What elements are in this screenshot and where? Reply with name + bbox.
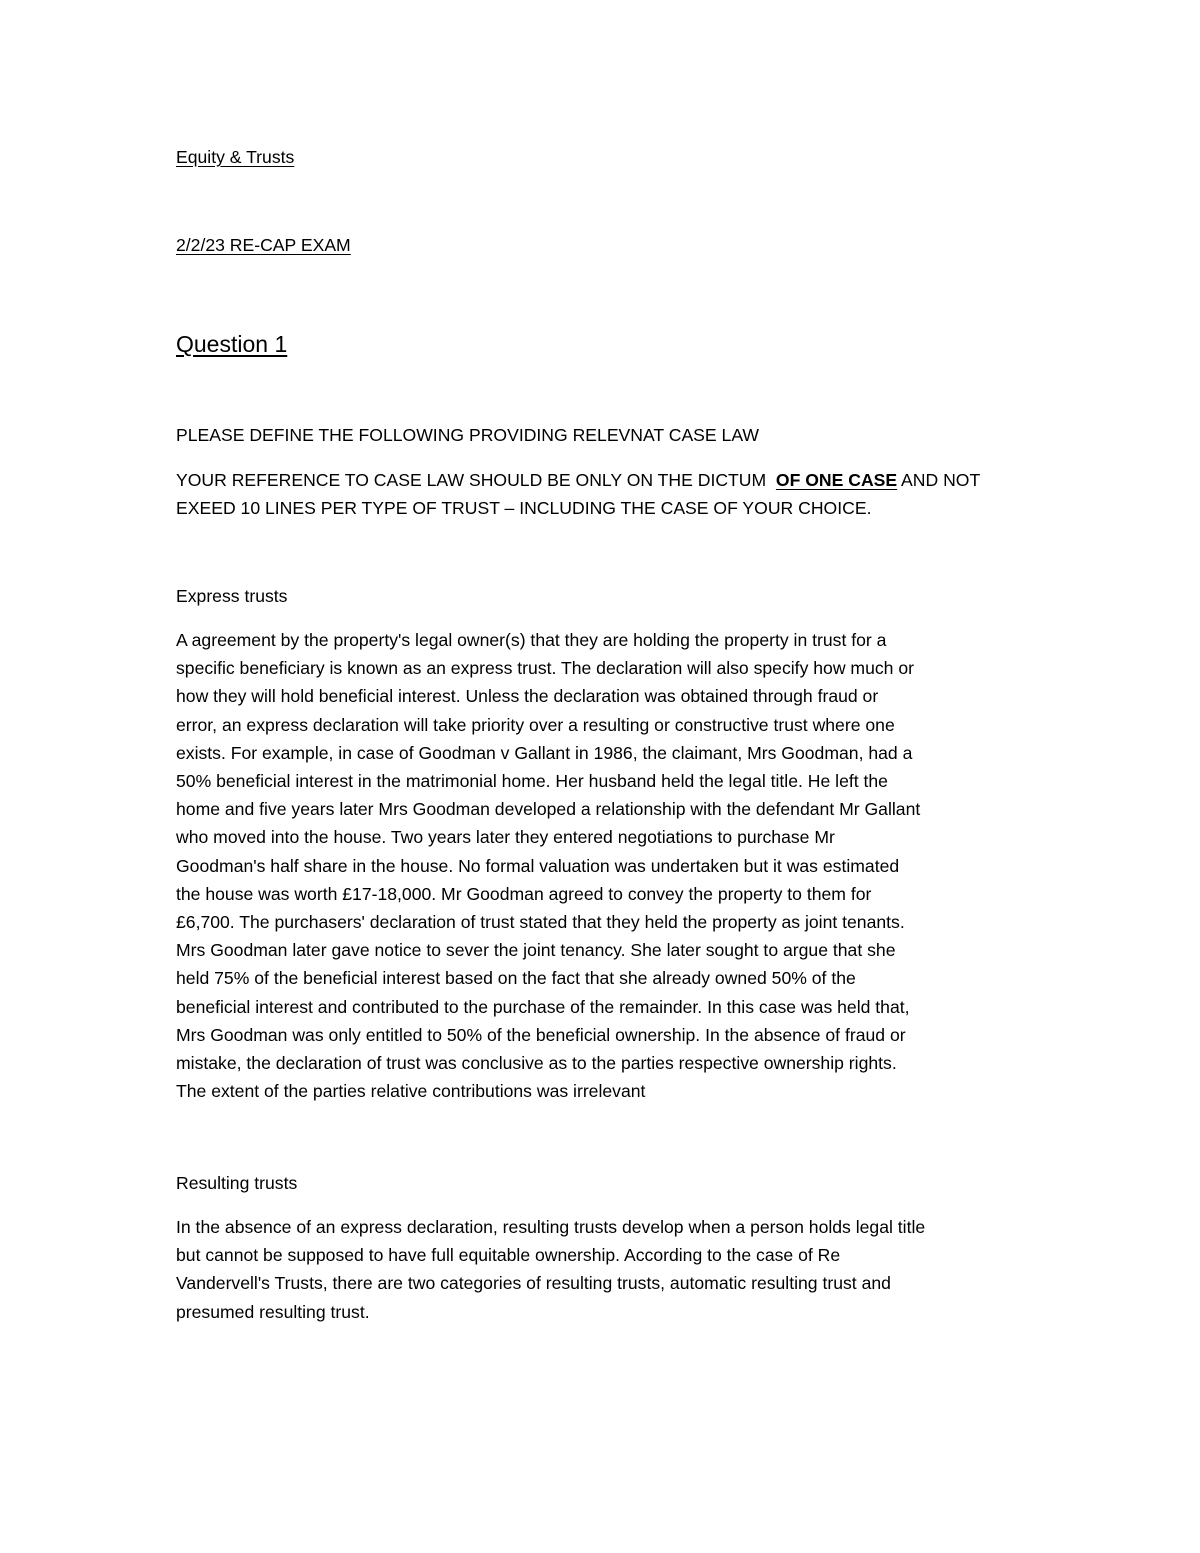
paragraph-line: specific beneficiary is known as an express trust. The declaration will also specify how much or xyxy=(176,658,914,679)
paragraph-line: Mrs Goodman later gave notice to sever the joint tenancy. She later sought to argue that she xyxy=(176,940,896,961)
paragraph-line: A agreement by the property's legal owner(s) that they are holding the property in trust for a xyxy=(176,630,887,650)
paragraph-line: exists. For example, in case of Goodman v Gallant in 1986, the claimant, Mrs Goodman, had a xyxy=(176,742,913,763)
section-heading-resulting-trusts: Resulting trusts xyxy=(176,1173,298,1193)
paragraph-line: how they will hold beneficial interest. Unless the declaration was obtained through fraud or xyxy=(176,686,879,707)
paragraph-line: £6,700. The purchasers' declaration of trust stated that they held the property as joint tenants. xyxy=(176,912,905,933)
instruction-line-2-part-1: YOUR REFERENCE TO CASE LAW SHOULD BE ONLY ON THE DICTUM xyxy=(176,470,776,490)
paragraph-line: held 75% of the beneficial interest based on the fact that she already owned 50% of the xyxy=(176,968,856,989)
paragraph-line: Vandervell's Trusts, there are two categories of resulting trusts, automatic resulting trust and xyxy=(176,1273,891,1294)
instruction-emphasis: OF ONE CASE xyxy=(775,470,898,490)
paragraph-line: The extent of the parties relative contributions was irrelevant xyxy=(176,1081,646,1102)
resulting-trusts-paragraph xyxy=(176,1213,1036,1326)
paragraph-line: 50% beneficial interest in the matrimonial home. Her husband held the legal title. He left the xyxy=(176,771,888,792)
paragraph-line: but cannot be supposed to have full equitable ownership. According to the case of Re xyxy=(176,1245,841,1266)
instruction-line-3: EXEED 10 LINES PER TYPE OF TRUST – INCLUDING THE CASE OF YOUR CHOICE. xyxy=(176,498,872,518)
paragraph-line: Mrs Goodman was only entitled to 50% of the beneficial ownership. In the absence of fraud or xyxy=(176,1024,906,1045)
paragraph-line: presumed resulting trust. xyxy=(176,1301,370,1322)
paragraph-line: In the absence of an express declaration, resulting trusts develop when a person holds legal title xyxy=(176,1217,926,1237)
paragraph-line: the house was worth £17-18,000. Mr Goodman agreed to convey the property to them for xyxy=(176,883,872,904)
paragraph-line: home and five years later Mrs Goodman developed a relationship with the defendant Mr Gallant xyxy=(176,799,921,820)
express-trusts-paragraph xyxy=(176,626,1036,1105)
section-heading-express-trusts: Express trusts xyxy=(176,586,288,606)
paragraph-line: who moved into the house. Two years later they entered negotiations to purchase Mr xyxy=(176,827,835,848)
instruction-line-2 xyxy=(176,468,980,492)
question-heading: Question 1 xyxy=(176,331,288,357)
paragraph-line: error, an express declaration will take priority over a resulting or constructive trust where one xyxy=(176,714,895,735)
exam-title: 2/2/23 RE-CAP EXAM xyxy=(176,235,351,255)
paragraph-line: beneficial interest and contributed to the purchase of the remainder. In this case was held that, xyxy=(176,996,910,1017)
paragraph-line: Goodman's half share in the house. No formal valuation was undertaken but it was estimated xyxy=(176,855,900,876)
instruction-line-2-part-2: AND NOT xyxy=(897,470,981,490)
course-title: Equity & Trusts xyxy=(176,147,295,167)
paragraph-line: mistake, the declaration of trust was conclusive as to the parties respective ownership rights. xyxy=(176,1053,897,1074)
instruction-line-1: PLEASE DEFINE THE FOLLOWING PROVIDING RELEVNAT CASE LAW xyxy=(176,425,760,445)
